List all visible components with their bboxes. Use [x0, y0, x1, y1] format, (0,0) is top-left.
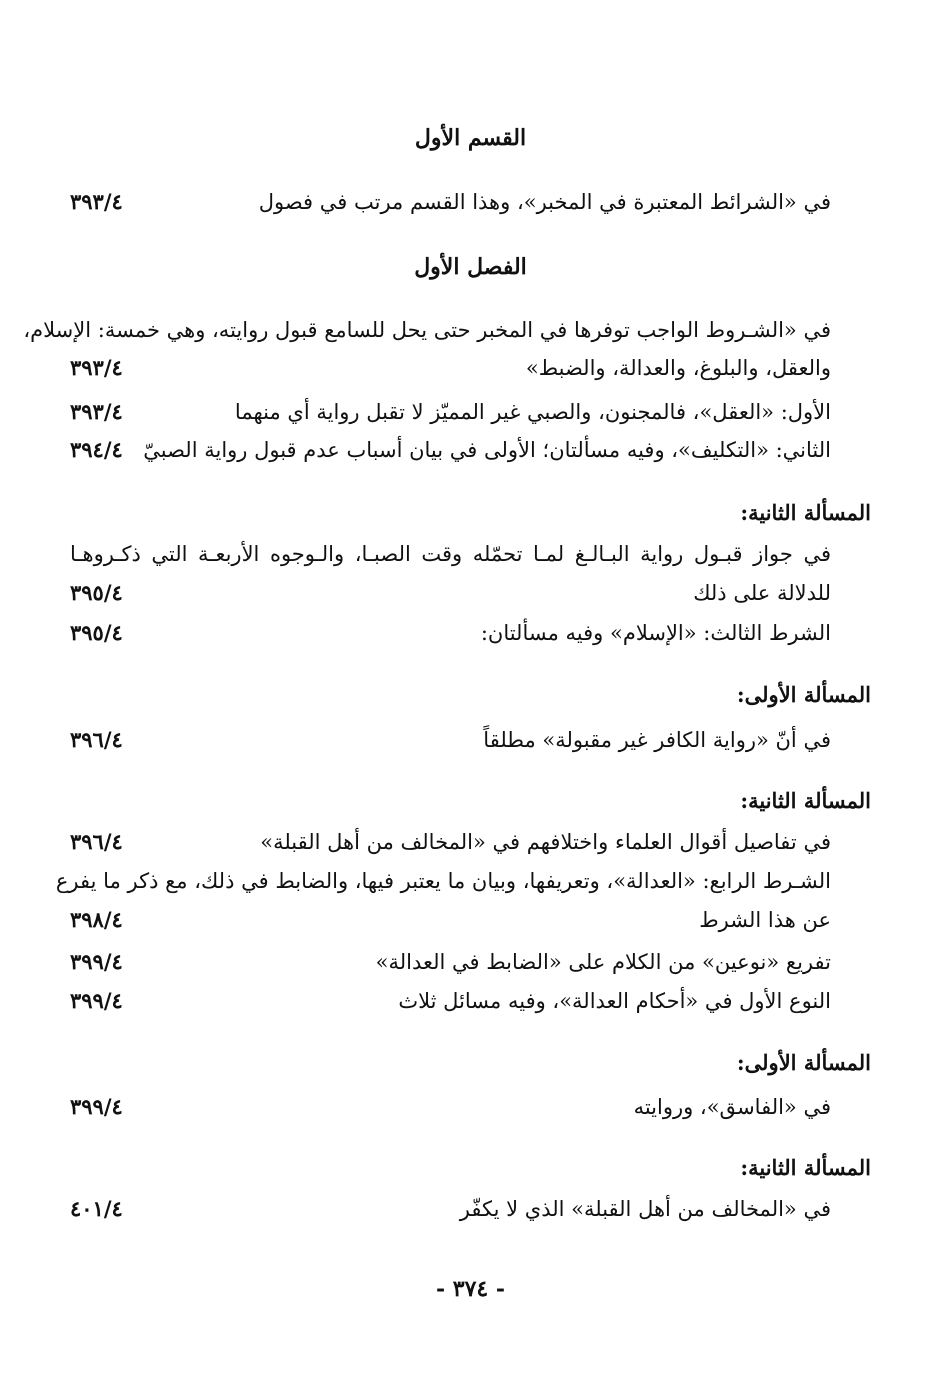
subsection-heading: المسألة الثانية:: [740, 500, 871, 525]
page-ref: ٣٩٥/٤: [70, 620, 123, 645]
toc-entry: في «الشـروط الواجب توفرها في المخبر حتى يحل للسامع قبول روايته، وهي خمسة: الإسلام،: [23, 318, 831, 342]
page-ref: ٣٩٦/٤: [70, 829, 123, 854]
page-ref: ٣٩٣/٤: [70, 355, 123, 380]
toc-entry: في جواز قبـول رواية البـالـغ لمـا تحمّله وقت الصبـا، والـوجوه الأربعـة التي ذكـروهـا: [70, 542, 831, 566]
toc-entry: تفريع «نوعين» من الكلام على «الضابط في العدالة»: [375, 950, 831, 974]
section-title: القسم الأول: [414, 125, 527, 151]
chapter-title: الفصل الأول: [414, 254, 527, 280]
page-ref: ٣٩٥/٤: [70, 580, 123, 605]
subsection-heading: المسألة الثانية:: [740, 788, 871, 813]
section-intro: في «الشرائط المعتبرة في المخبر»، وهذا القسم مرتب في فصول: [258, 190, 831, 214]
page-ref: ٣٩٩/٤: [70, 949, 123, 974]
toc-entry: الثاني: «التكليف»، وفيه مسألتان؛ الأولى في بيان أسباب عدم قبول رواية الصبيّ: [143, 438, 831, 462]
subsection-heading: المسألة الأولى:: [736, 682, 871, 707]
subsection-heading: المسألة الأولى:: [736, 1050, 871, 1075]
page-number: - ٣٧٤ -: [435, 1276, 506, 1302]
page-ref: ٣٩٣/٤: [70, 189, 123, 214]
page-ref: ٣٩٣/٤: [70, 399, 123, 424]
page-ref: ٣٩٩/٤: [70, 988, 123, 1013]
toc-entry: في تفاصيل أقوال العلماء واختلافهم في «المخالف من أهل القبلة»: [260, 830, 831, 854]
toc-entry: في أنّ «رواية الكافر غير مقبولة» مطلقاً: [483, 728, 831, 752]
page-ref: ٣٩٤/٤: [70, 437, 123, 462]
page-ref: ٣٩٩/٤: [70, 1094, 123, 1119]
toc-entry: والعقل، والبلوغ، والعدالة، والضبط»: [525, 356, 831, 380]
toc-entry: في «الفاسق»، وروايته: [633, 1095, 831, 1119]
page-ref: ٣٩٦/٤: [70, 727, 123, 752]
toc-entry: النوع الأول في «أحكام العدالة»، وفيه مسائل ثلاث: [398, 989, 831, 1013]
toc-entry: الشـرط الرابع: «العدالة»، وتعريفها، وبيان ما يعتبر فيها، والضابط في ذلك، مع ذكر ما يفرع: [55, 869, 831, 893]
toc-entry: الأول: «العقل»، فالمجنون، والصبي غير المميّز لا تقبل رواية أي منهما: [234, 400, 831, 424]
toc-entry: للدلالة على ذلك: [693, 581, 831, 605]
toc-entry: عن هذا الشرط: [699, 908, 831, 932]
page-ref: ٣٩٨/٤: [70, 907, 123, 932]
subsection-heading: المسألة الثانية:: [740, 1155, 871, 1180]
toc-entry: الشرط الثالث: «الإسلام» وفيه مسألتان:: [480, 621, 831, 645]
toc-entry: في «المخالف من أهل القبلة» الذي لا يكفّر: [459, 1197, 831, 1221]
page-ref: ٤٠١/٤: [70, 1196, 123, 1221]
